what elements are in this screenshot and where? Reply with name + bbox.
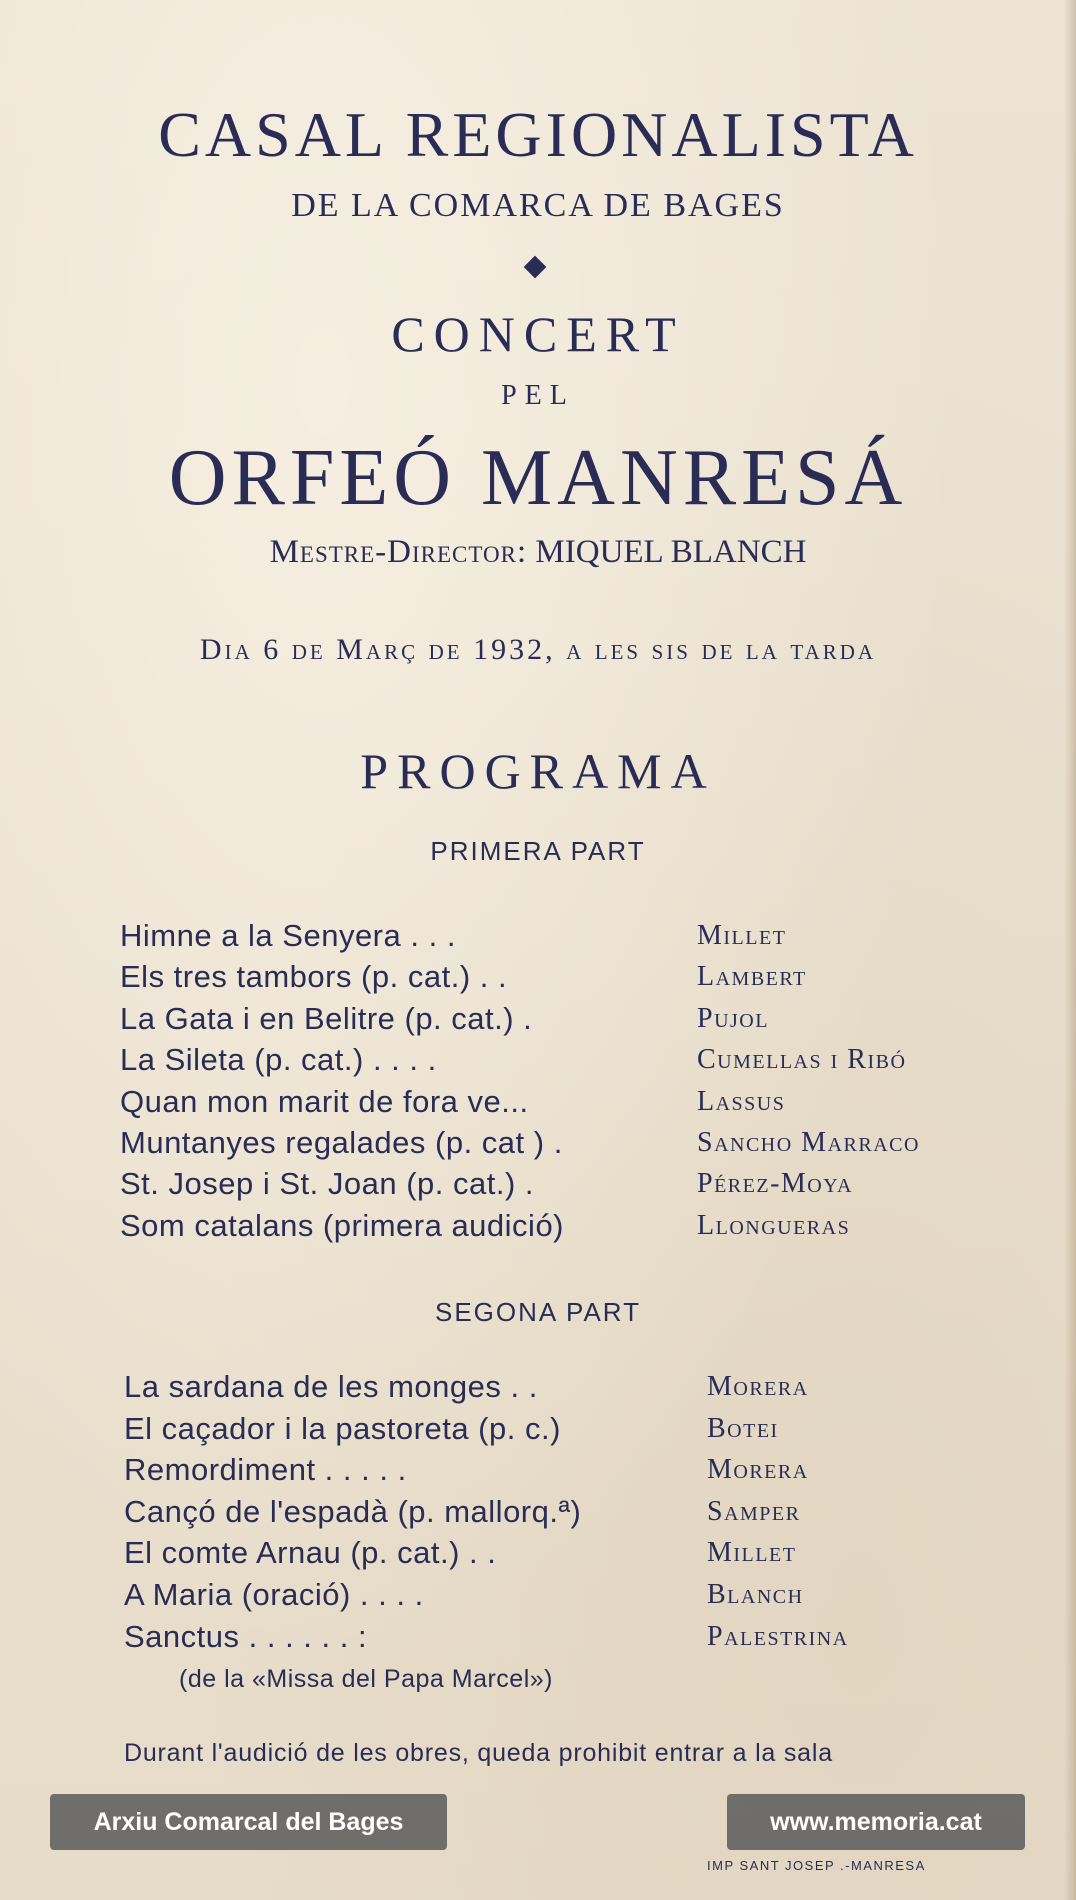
composer-name: Samper <box>707 1495 801 1527</box>
piece-title: Quan mon marit de fora ve... <box>120 1083 529 1119</box>
concert-heading: CONCERT <box>391 306 685 362</box>
organization-title: CASAL REGIONALISTA <box>158 99 918 170</box>
composer-name: Llongueras <box>697 1209 851 1241</box>
piece-title: A Maria (oració) . . . . <box>124 1577 424 1612</box>
piece-title: Cançó de l'espadà (p. mallorq.ª) <box>124 1493 582 1529</box>
piece-title: La sardana de les monges . . <box>124 1369 538 1404</box>
program-item <box>0 1001 1076 1041</box>
program-item <box>0 1084 1076 1124</box>
composer-name: Blanch <box>707 1579 804 1610</box>
program-item <box>0 1494 1076 1534</box>
program-item <box>0 1619 1076 1659</box>
organization-subtitle: DE LA COMARCA DE BAGES <box>291 187 785 224</box>
part-one-heading: PRIMERA PART <box>430 836 646 866</box>
program-item <box>0 1125 1076 1165</box>
composer-name: Lassus <box>697 1085 786 1117</box>
printer-imprint: IMP SANT JOSEP .-MANRESA <box>707 1858 926 1873</box>
program-item <box>0 1208 1076 1248</box>
piece-title: La Sileta (p. cat.) . . . . <box>120 1042 437 1078</box>
piece-title: Remordiment . . . . . <box>124 1452 407 1488</box>
director-label: Mestre-Director: <box>269 534 528 570</box>
composer-name: Botei <box>707 1412 779 1444</box>
program-item <box>0 1452 1076 1492</box>
piece-title: Sanctus . . . . . . : <box>124 1618 368 1654</box>
composer-name: Pérez-Moya <box>697 1168 853 1200</box>
program-item <box>0 959 1076 999</box>
director-line <box>0 534 1076 571</box>
composer-name: Pujol <box>697 1002 769 1034</box>
program-item <box>0 1042 1076 1082</box>
composer-name: Palestrina <box>707 1620 849 1652</box>
piece-title: La Gata i en Belitre (p. cat.) . <box>120 1000 533 1036</box>
website-watermark: www.memoria.cat <box>727 1794 1025 1850</box>
composer-name: Millet <box>707 1537 797 1569</box>
composer-name: Cumellas i Ribó <box>697 1044 907 1076</box>
sanctus-note: (de la «Missa del Papa Marcel») <box>179 1665 553 1693</box>
archive-watermark: Arxiu Comarcal del Bages <box>50 1794 447 1850</box>
program-item <box>0 1166 1076 1206</box>
composer-name: Sancho Marraco <box>697 1127 920 1158</box>
composer-name: Morera <box>707 1454 809 1486</box>
composer-name: Lambert <box>697 961 807 993</box>
director-name: MIQUEL BLANCH <box>535 534 807 570</box>
program-item <box>0 1577 1076 1617</box>
composer-name: Morera <box>707 1371 809 1402</box>
piece-title: Himne a la Senyera . . . <box>120 918 456 953</box>
piece-title: El comte Arnau (p. cat.) . . <box>124 1535 497 1571</box>
choir-name: ORFEÓ MANRESÁ <box>168 434 908 522</box>
entry-notice: Durant l'audició de les obres, queda prohibit entrar a la sala <box>124 1739 833 1767</box>
composer-name: Millet <box>697 920 787 951</box>
piece-title: Som catalans (primera audició) <box>120 1207 565 1243</box>
date-line: Dia 6 de Març de 1932, a les sis de la tarda <box>199 633 877 666</box>
program-heading: PROGRAMA <box>360 743 716 799</box>
part-two-heading: SEGONA PART <box>435 1297 641 1327</box>
program-item <box>0 1535 1076 1575</box>
program-item <box>0 1411 1076 1451</box>
program-item <box>0 918 1076 958</box>
diamond-ornament-icon <box>524 256 547 279</box>
piece-title: Els tres tambors (p. cat.) . . <box>120 959 508 995</box>
piece-title: Muntanyes regalades (p. cat ) . <box>120 1125 563 1160</box>
piece-title: St. Josep i St. Joan (p. cat.) . <box>120 1166 535 1202</box>
program-item <box>0 1369 1076 1409</box>
piece-title: El caçador i la pastoreta (p. c.) <box>124 1410 561 1446</box>
concert-by: PEL <box>501 380 575 411</box>
